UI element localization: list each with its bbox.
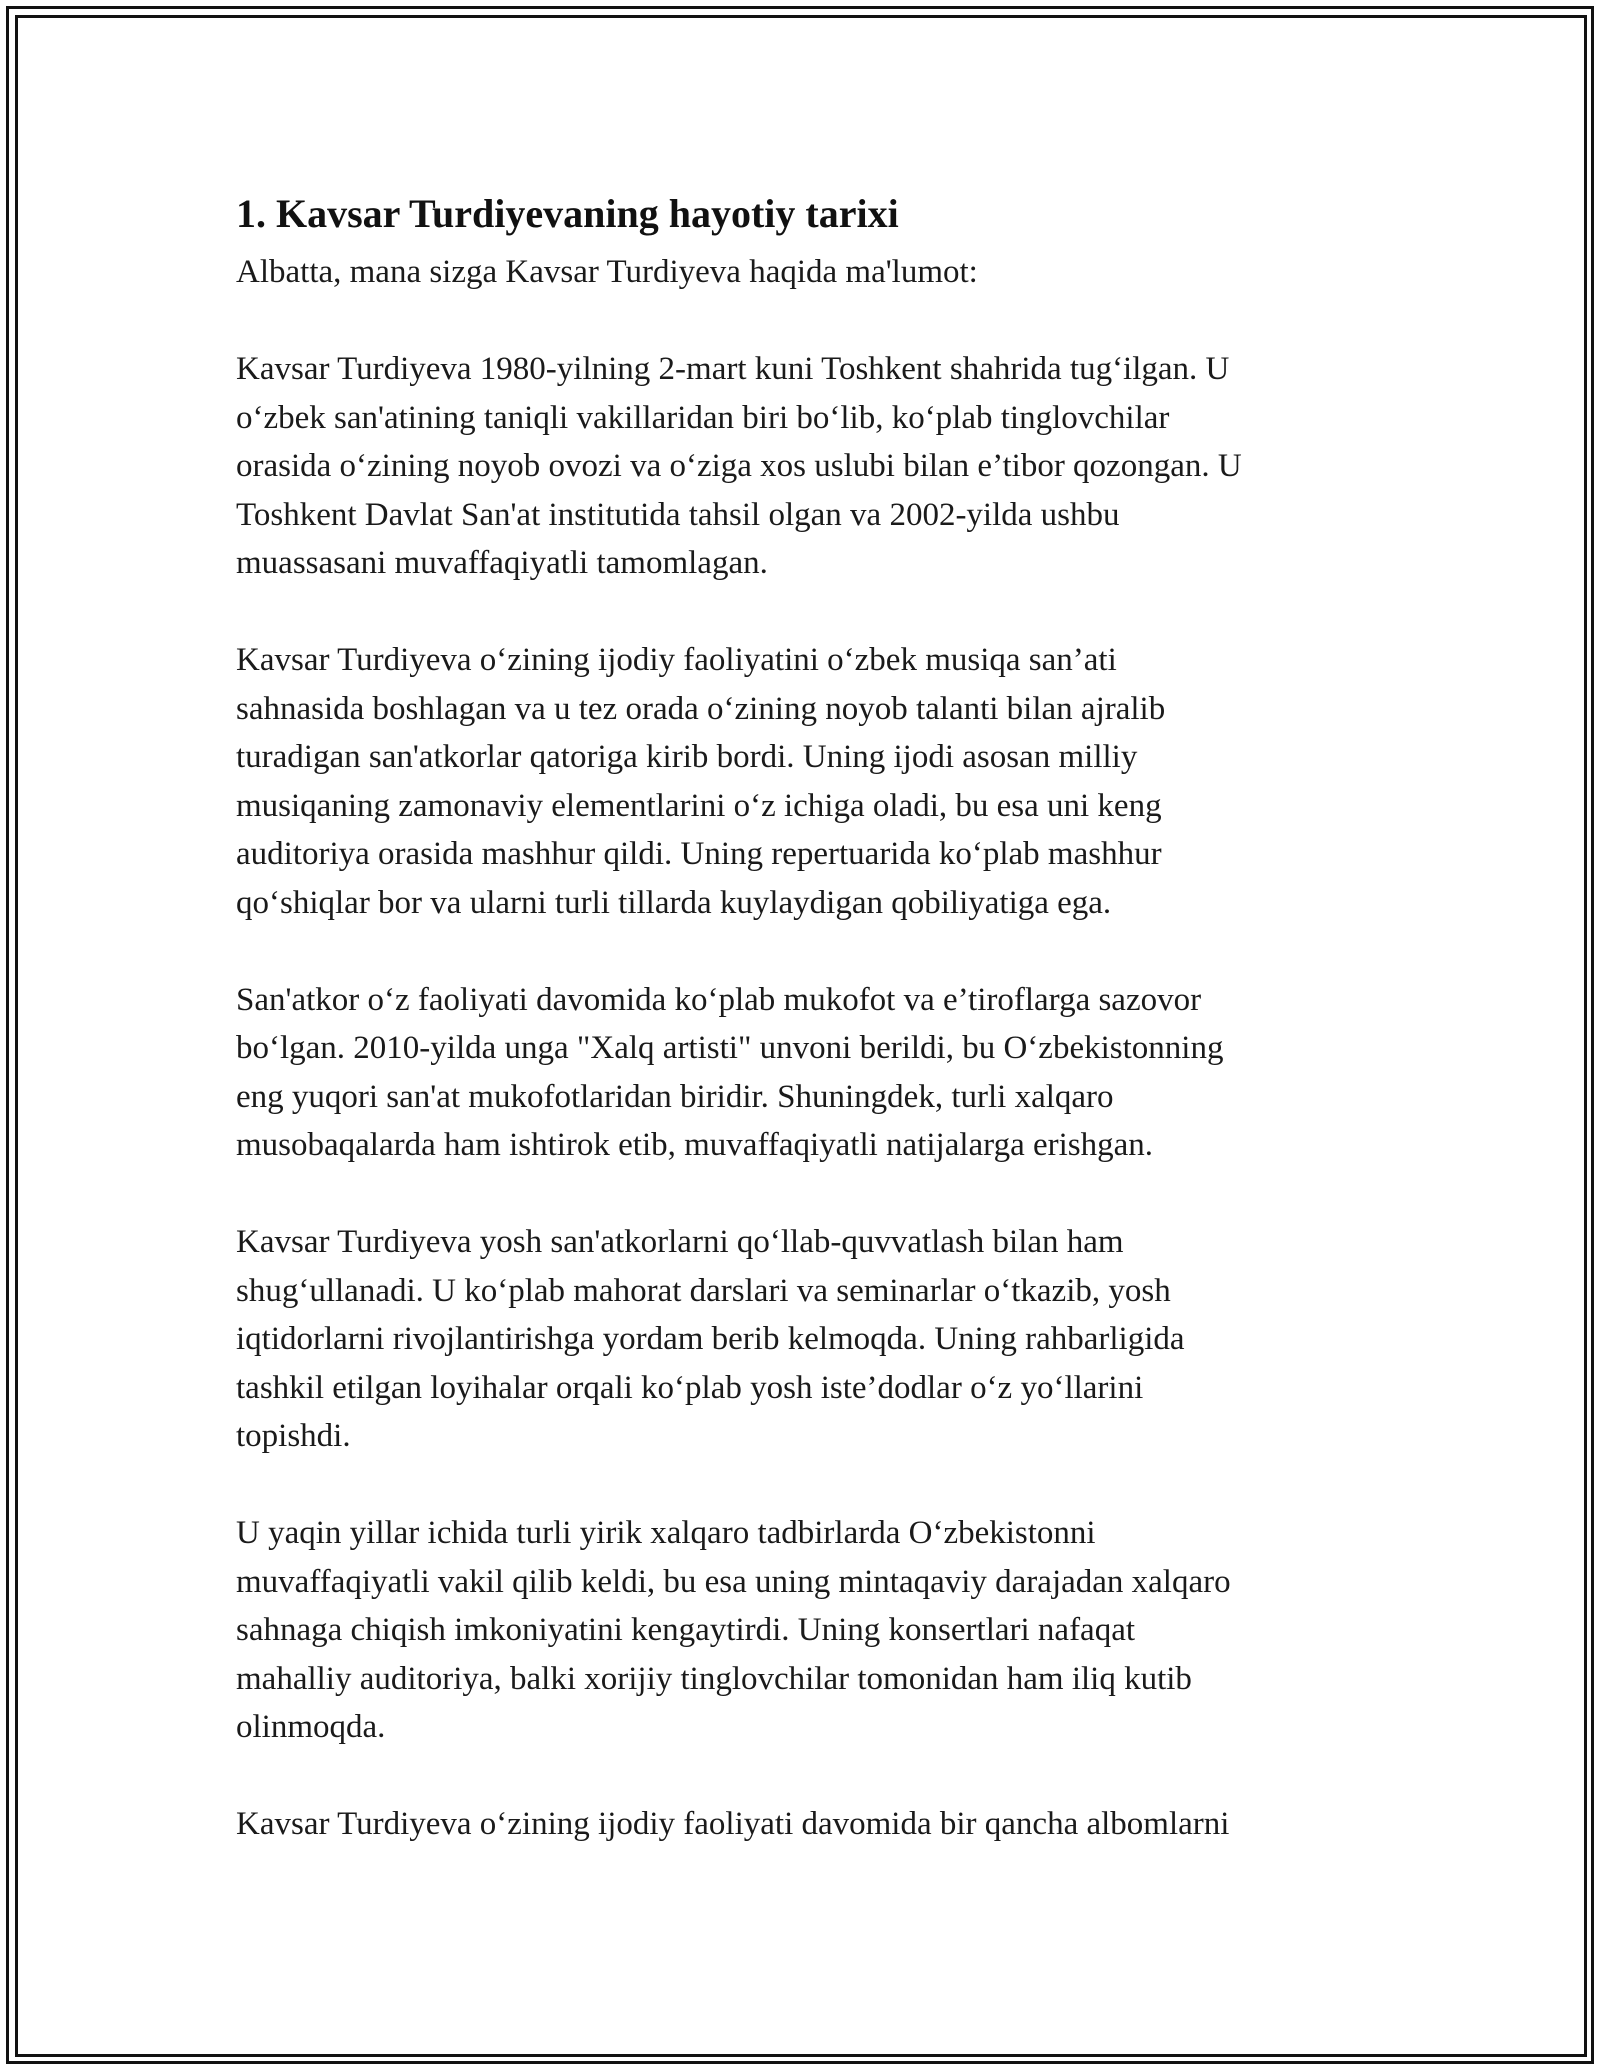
paragraph-international: U yaqin yillar ichida turli yirik xalqaro tadbirlarda O‘zbekistonni muvaffaqiyatli vakil qilib keldi, bu esa uning mintaqaviy darajadan xalqaro sahnaga chiqish imkoniyatini kengaytirdi. Uning konsertlari nafaqat mahalliy auditoriya, balki xorijiy tinglovchilar tomonidan ham iliq kutib olinmoqda. xyxy=(236,1515,1231,1745)
paragraph-awards: San'atkor o‘z faoliyati davomida ko‘plab mukofot va e’tiroflarga sazovor bo‘lgan. 2010-yilda unga "Xalq artisti" unvoni berildi, bu O‘zbekistonning eng yuqori san'at mukofotlaridan biridir. Shuningdek, turli xalqaro musobaqalarda ham ishtirok etib, muvaffaqiyatli natijalarga erishgan. xyxy=(236,981,1224,1163)
paragraph-spacer xyxy=(236,297,1366,346)
intro-paragraph: Albatta, mana sizga Kavsar Turdiyeva haqida ma'lumot: xyxy=(236,254,978,290)
paragraph-biography: Kavsar Turdiyeva 1980-yilning 2-mart kuni Toshkent shahrida tug‘ilgan. U o‘zbek san'atining taniqli vakillaridan biri bo‘lib, ko‘plab tinglovchilar orasida o‘zining noyob ovozi va o‘ziga xos uslubi bilan e’tibor qozongan. U Toshkent Davlat San'at institutida tahsil olgan va 2002-yilda ushbu muassasani muvaffaqiyatli tamomlagan. xyxy=(236,351,1242,581)
paragraph-spacer xyxy=(236,1752,1366,1801)
paragraph-mentoring: Kavsar Turdiyeva yosh san'atkorlarni qo‘llab-quvvatlash bilan ham shug‘ullanadi. U ko‘plab mahorat darslari va seminarlar o‘tkazib, yosh iqtidorlarni rivojlantirishga yordam berib kelmoqda. Uning rahbarligida tashkil etilgan loyihalar orqali ko‘plab yosh iste’dodlar o‘z yo‘llarini topishdi. xyxy=(236,1224,1185,1454)
paragraph-albums: Kavsar Turdiyeva o‘zining ijodiy faoliyati davomida bir qancha albomlarni xyxy=(236,1806,1230,1842)
paragraph-spacer xyxy=(236,927,1366,976)
paragraph-spacer xyxy=(236,588,1366,637)
document-body xyxy=(236,180,1366,1849)
document-title: 1. Kavsar Turdiyevaning hayotiy tarixi xyxy=(236,191,899,236)
paragraph-spacer xyxy=(236,1461,1366,1510)
paragraph-spacer xyxy=(236,1170,1366,1219)
paragraph-career: Kavsar Turdiyeva o‘zining ijodiy faoliyatini o‘zbek musiqa san’ati sahnasida boshlagan va u tez orada o‘zining noyob talanti bilan ajralib turadigan san'atkorlar qatoriga kirib bordi. Uning ijodi asosan milliy musiqaning zamonaviy elementlarini o‘z ichiga oladi, bu esa uni keng auditoriya orasida mashhur qildi. Uning repertuarida ko‘plab mashhur qo‘shiqlar bor va ularni turli tillarda kuylaydigan qobiliyatiga ega. xyxy=(236,642,1166,921)
